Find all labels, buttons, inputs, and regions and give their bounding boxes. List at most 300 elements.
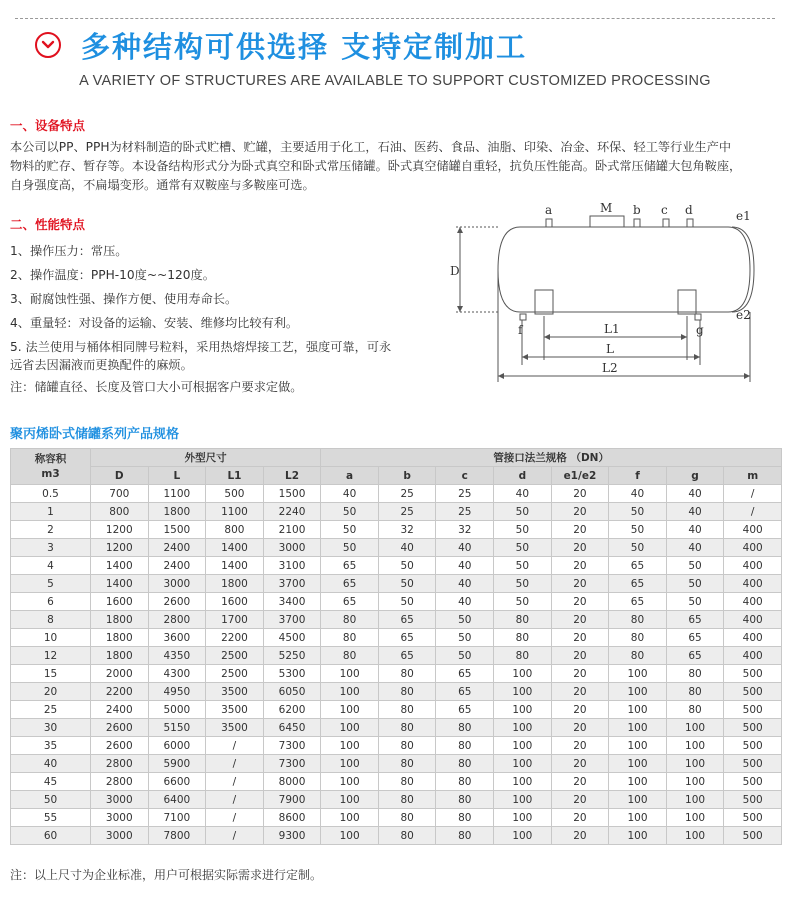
table-cell: 100 [666, 773, 724, 791]
table-cell: 50 [378, 557, 436, 575]
table-cell: 100 [609, 683, 667, 701]
label-c: c [661, 203, 668, 217]
table-cell: 500 [724, 665, 782, 683]
table-cell: 100 [609, 809, 667, 827]
table-cell: 7300 [263, 737, 321, 755]
table-cell: 40 [321, 485, 379, 503]
table-cell: 1500 [263, 485, 321, 503]
table-cell: 1800 [91, 647, 149, 665]
label-e1: e1 [736, 209, 751, 223]
label-a: a [545, 203, 553, 217]
label-f: f [518, 323, 523, 337]
table-cell: 8000 [263, 773, 321, 791]
table-cell: 100 [666, 719, 724, 737]
table-cell: 6200 [263, 701, 321, 719]
label-L2: L2 [602, 361, 618, 375]
table-cell: 100 [609, 791, 667, 809]
tank-diagram [438, 200, 778, 390]
table-cell: 100 [321, 773, 379, 791]
page-title: 多种结构可供选择 支持定制加工 [81, 29, 528, 64]
table-cell: / [206, 737, 264, 755]
table-cell: / [724, 485, 782, 503]
table-cell: 2800 [91, 755, 149, 773]
table-cell: 20 [551, 629, 609, 647]
table-cell: 50 [321, 539, 379, 557]
table-cell: 7900 [263, 791, 321, 809]
table-cell: 400 [724, 629, 782, 647]
table-cell: 2200 [91, 683, 149, 701]
table-cell: 500 [724, 827, 782, 845]
table-cell: 0.5 [11, 485, 91, 503]
table-cell: 7300 [263, 755, 321, 773]
table-cell: 8600 [263, 809, 321, 827]
table-row [11, 791, 782, 809]
table-cell: 65 [321, 575, 379, 593]
table-cell: 1100 [206, 503, 264, 521]
table-cell: 20 [551, 485, 609, 503]
table-cell: 1800 [91, 629, 149, 647]
table-cell: 30 [11, 719, 91, 737]
table-cell: 400 [724, 593, 782, 611]
table-row [11, 539, 782, 557]
table-cell: 65 [609, 575, 667, 593]
table-cell: 20 [551, 611, 609, 629]
table-row [11, 557, 782, 575]
table-cell: 15 [11, 665, 91, 683]
perf-item: 5. 法兰使用与桶体相同牌号粒料，采用热熔焊接工艺，强度可靠，可永 [10, 340, 392, 354]
table-cell: 500 [724, 809, 782, 827]
table-cell: 20 [551, 665, 609, 683]
table-cell: 500 [724, 719, 782, 737]
label-L: L [606, 342, 614, 356]
header-outer-dimensions: 外型尺寸 [91, 449, 321, 467]
table-cell: 65 [609, 593, 667, 611]
table-cell: 2600 [91, 737, 149, 755]
table-cell: 4350 [148, 647, 206, 665]
table-cell: 65 [321, 593, 379, 611]
table-cell: 12 [11, 647, 91, 665]
table-cell: 100 [494, 683, 552, 701]
table-cell: 1400 [206, 539, 264, 557]
table-cell: / [206, 827, 264, 845]
table-cell: 5900 [148, 755, 206, 773]
table-cell: 80 [494, 647, 552, 665]
table-cell: 80 [436, 809, 494, 827]
table-cell: 40 [436, 557, 494, 575]
table-cell: 80 [321, 611, 379, 629]
table-cell: 100 [494, 809, 552, 827]
column-header: a [321, 467, 379, 485]
table-cell: 20 [551, 791, 609, 809]
table-cell: 40 [436, 575, 494, 593]
table-cell: 50 [494, 557, 552, 575]
table-cell: 3500 [206, 683, 264, 701]
table-cell: 50 [609, 503, 667, 521]
table-cell: 2600 [148, 593, 206, 611]
table-cell: 3000 [263, 539, 321, 557]
table-cell: 80 [321, 629, 379, 647]
table-cell: 10 [11, 629, 91, 647]
table-cell: 5000 [148, 701, 206, 719]
table-cell: 65 [609, 557, 667, 575]
table-cell: 9300 [263, 827, 321, 845]
table-cell: / [724, 503, 782, 521]
table-cell: 100 [609, 773, 667, 791]
table-cell: 20 [551, 683, 609, 701]
table-cell: 3400 [263, 593, 321, 611]
table-cell: 40 [436, 593, 494, 611]
table-cell: 1 [11, 503, 91, 521]
table-cell: 50 [494, 521, 552, 539]
table-cell: 50 [494, 593, 552, 611]
table-cell: 80 [436, 755, 494, 773]
table-cell: 65 [436, 683, 494, 701]
header-flange-spec: 管接口法兰规格 （DN） [321, 449, 782, 467]
table-cell: 1400 [91, 575, 149, 593]
table-row [11, 809, 782, 827]
table-cell: 5 [11, 575, 91, 593]
table-cell: 80 [378, 755, 436, 773]
table-cell: / [206, 791, 264, 809]
table-cell: 100 [609, 701, 667, 719]
table-row [11, 503, 782, 521]
table-cell: 25 [378, 503, 436, 521]
table-cell: 3000 [91, 809, 149, 827]
table-cell: 32 [436, 521, 494, 539]
table-cell: / [206, 773, 264, 791]
table-cell: 5250 [263, 647, 321, 665]
table-row [11, 647, 782, 665]
table-cell: 1500 [148, 521, 206, 539]
table-cell: 6600 [148, 773, 206, 791]
table-cell: 100 [321, 665, 379, 683]
table-cell: 500 [724, 683, 782, 701]
table-cell: 2400 [148, 557, 206, 575]
table-cell: 100 [321, 701, 379, 719]
table-cell: 50 [321, 521, 379, 539]
table-cell: 40 [666, 539, 724, 557]
table-cell: 20 [551, 557, 609, 575]
table-cell: 80 [436, 827, 494, 845]
table-cell: 50 [436, 611, 494, 629]
table-cell: 45 [11, 773, 91, 791]
table-header-row [11, 449, 782, 467]
column-header: L1 [206, 467, 264, 485]
table-cell: 3 [11, 539, 91, 557]
table-cell: 25 [378, 485, 436, 503]
table-cell: 100 [609, 827, 667, 845]
table-cell: 2500 [206, 647, 264, 665]
table-cell: 4950 [148, 683, 206, 701]
table-cell: 3700 [263, 575, 321, 593]
table-cell: 100 [494, 701, 552, 719]
table-cell: 80 [436, 719, 494, 737]
table-cell: 2500 [206, 665, 264, 683]
table-cell: 3500 [206, 701, 264, 719]
table-cell: 80 [494, 629, 552, 647]
table-cell: 500 [724, 791, 782, 809]
table-cell: 1400 [91, 557, 149, 575]
table-cell: 700 [91, 485, 149, 503]
table-cell: 2100 [263, 521, 321, 539]
table-cell: 4500 [263, 629, 321, 647]
label-L1: L1 [604, 322, 620, 336]
table-cell: 1700 [206, 611, 264, 629]
table-row [11, 701, 782, 719]
table-cell: 400 [724, 575, 782, 593]
table-cell: 100 [321, 791, 379, 809]
header-capacity-label: 称容积 [34, 452, 67, 465]
label-g: g [696, 323, 704, 337]
column-header: D [91, 467, 149, 485]
table-cell: 50 [321, 503, 379, 521]
table-cell: 50 [494, 539, 552, 557]
table-cell: 100 [609, 737, 667, 755]
table-cell: 50 [494, 575, 552, 593]
table-cell: 2800 [91, 773, 149, 791]
table-cell: 20 [551, 701, 609, 719]
table-cell: 2400 [91, 701, 149, 719]
table-cell: 35 [11, 737, 91, 755]
table-cell: 20 [551, 827, 609, 845]
header-capacity-unit: m3 [41, 467, 60, 480]
table-cell: 20 [551, 755, 609, 773]
table-cell: 50 [378, 575, 436, 593]
header [35, 25, 527, 65]
header-capacity [11, 449, 91, 485]
table-cell: 60 [11, 827, 91, 845]
table-cell: 2000 [91, 665, 149, 683]
table-cell: 25 [436, 485, 494, 503]
table-cell: 100 [609, 665, 667, 683]
label-b: b [633, 203, 641, 217]
table-cell: 40 [609, 485, 667, 503]
table-cell: 80 [494, 611, 552, 629]
table-cell: 2200 [206, 629, 264, 647]
table-cell: 25 [436, 503, 494, 521]
table-cell: 80 [378, 737, 436, 755]
table-cell: 65 [666, 629, 724, 647]
table-cell: 100 [494, 737, 552, 755]
table-cell: 20 [551, 575, 609, 593]
table-cell: 80 [609, 611, 667, 629]
table-cell: 100 [494, 665, 552, 683]
table-cell: 1200 [91, 539, 149, 557]
spec-table [10, 448, 782, 845]
perf-item: 3、耐腐蚀性强、操作方便、使用寿命长。 [10, 292, 238, 306]
table-cell: 80 [378, 701, 436, 719]
table-cell: 6050 [263, 683, 321, 701]
table-row [11, 611, 782, 629]
table-cell: 1800 [148, 503, 206, 521]
page-subtitle: A VARIETY OF STRUCTURES ARE AVAILABLE TO SUPPORT CUSTOMIZED PROCESSING [79, 73, 711, 89]
perf-note: 注：储罐直径、长度及管口大小可根据客户要求定做。 [10, 380, 303, 394]
chevron-down-icon [35, 32, 61, 58]
table-cell: 500 [724, 701, 782, 719]
table-cell: 50 [436, 629, 494, 647]
column-header: f [609, 467, 667, 485]
paragraph-line: 自身强度高，不扁塌变形。通常有双鞍座与多鞍座可选。 [10, 178, 315, 192]
table-cell: 3100 [263, 557, 321, 575]
table-cell: 500 [724, 773, 782, 791]
table-cell: 80 [378, 683, 436, 701]
table-cell: 40 [666, 521, 724, 539]
table-cell: 2 [11, 521, 91, 539]
table-cell: 80 [666, 701, 724, 719]
table-cell: 80 [666, 665, 724, 683]
table-cell: 1600 [91, 593, 149, 611]
table-cell: 20 [551, 647, 609, 665]
table-cell: 50 [609, 521, 667, 539]
label-e2: e2 [736, 308, 751, 322]
table-cell: 65 [666, 611, 724, 629]
table-cell: 400 [724, 611, 782, 629]
table-cell: 80 [666, 683, 724, 701]
perf-item: 远省去因漏液而更换配件的麻烦。 [10, 358, 193, 372]
table-cell: 1400 [206, 557, 264, 575]
table-cell: / [206, 809, 264, 827]
table-cell: 500 [206, 485, 264, 503]
table-cell: 50 [666, 557, 724, 575]
table-cell: 3000 [148, 575, 206, 593]
table-cell: 50 [666, 575, 724, 593]
table-cell: 1100 [148, 485, 206, 503]
table-cell: 400 [724, 647, 782, 665]
table-row [11, 683, 782, 701]
table-row [11, 755, 782, 773]
perf-item: 1、操作压力：常压。 [10, 244, 128, 258]
table-cell: 65 [436, 665, 494, 683]
table-cell: 20 [11, 683, 91, 701]
table-cell: 7800 [148, 827, 206, 845]
table-cell: 2240 [263, 503, 321, 521]
table-cell: 800 [206, 521, 264, 539]
table-row [11, 485, 782, 503]
table-cell: 32 [378, 521, 436, 539]
table-cell: 3500 [206, 719, 264, 737]
column-header: g [666, 467, 724, 485]
table-cell: 80 [378, 827, 436, 845]
table-cell: 6000 [148, 737, 206, 755]
table-cell: 80 [436, 737, 494, 755]
table-cell: 65 [666, 647, 724, 665]
table-cell: 65 [321, 557, 379, 575]
table-cell: 65 [378, 647, 436, 665]
table-cell: 2400 [148, 539, 206, 557]
label-d: d [685, 203, 693, 217]
table-cell: 1200 [91, 521, 149, 539]
table-cell: 50 [666, 593, 724, 611]
table-cell: 80 [378, 773, 436, 791]
table-row [11, 575, 782, 593]
table-cell: 6 [11, 593, 91, 611]
table-row [11, 593, 782, 611]
table-cell: 20 [551, 773, 609, 791]
table-cell: 2600 [91, 719, 149, 737]
table-cell: 3000 [91, 791, 149, 809]
table-cell: 100 [609, 719, 667, 737]
table-cell: 20 [551, 539, 609, 557]
table-cell: 80 [378, 791, 436, 809]
table-cell: 80 [436, 773, 494, 791]
table-cell: 80 [378, 809, 436, 827]
table-cell: 80 [321, 647, 379, 665]
table-cell: 1800 [91, 611, 149, 629]
table-cell: 40 [666, 503, 724, 521]
table-cell: 100 [321, 683, 379, 701]
table-cell: 800 [91, 503, 149, 521]
table-cell: 20 [551, 719, 609, 737]
table-cell: 40 [11, 755, 91, 773]
table-cell: 8 [11, 611, 91, 629]
table-cell: 4 [11, 557, 91, 575]
table-cell: 80 [609, 629, 667, 647]
column-header: e1/e2 [551, 467, 609, 485]
table-cell: 100 [494, 791, 552, 809]
table-cell: 100 [609, 755, 667, 773]
table-column-header-row [11, 467, 782, 485]
table-cell: 400 [724, 521, 782, 539]
perf-item: 4、重量轻：对设备的运输、安装、维修均比较有利。 [10, 316, 299, 330]
label-D: D [450, 264, 460, 278]
table-cell: 20 [551, 593, 609, 611]
table-cell: 3700 [263, 611, 321, 629]
table-cell: 100 [494, 773, 552, 791]
table-cell: 100 [666, 791, 724, 809]
table-row [11, 665, 782, 683]
column-header: m [724, 467, 782, 485]
table-cell: 40 [436, 539, 494, 557]
table-cell: 100 [666, 827, 724, 845]
table-cell: / [206, 755, 264, 773]
column-header: b [378, 467, 436, 485]
table-cell: 4300 [148, 665, 206, 683]
table-cell: 80 [378, 719, 436, 737]
table-body [11, 485, 782, 845]
table-cell: 6400 [148, 791, 206, 809]
table-row [11, 629, 782, 647]
table-cell: 40 [378, 539, 436, 557]
table-cell: 55 [11, 809, 91, 827]
table-cell: 40 [494, 485, 552, 503]
column-header: L2 [263, 467, 321, 485]
label-M: M [600, 201, 613, 215]
table-cell: 25 [11, 701, 91, 719]
table-cell: 50 [11, 791, 91, 809]
table-cell: 100 [494, 755, 552, 773]
table-cell: 100 [494, 827, 552, 845]
table-cell: 100 [494, 719, 552, 737]
table-cell: 400 [724, 539, 782, 557]
table-cell: 2800 [148, 611, 206, 629]
table-row [11, 719, 782, 737]
features-paragraph [10, 138, 780, 195]
table-cell: 20 [551, 737, 609, 755]
table-cell: 80 [378, 665, 436, 683]
table-cell: 6450 [263, 719, 321, 737]
section-heading-performance: 二、性能特点 [10, 217, 86, 232]
table-cell: 100 [666, 737, 724, 755]
table-cell: 7100 [148, 809, 206, 827]
table-cell: 100 [321, 737, 379, 755]
table-cell: 20 [551, 503, 609, 521]
table-row [11, 827, 782, 845]
table-cell: 1800 [206, 575, 264, 593]
table-cell: 50 [378, 593, 436, 611]
table-cell: 80 [436, 791, 494, 809]
table-cell: 50 [494, 503, 552, 521]
table-cell: 65 [378, 629, 436, 647]
